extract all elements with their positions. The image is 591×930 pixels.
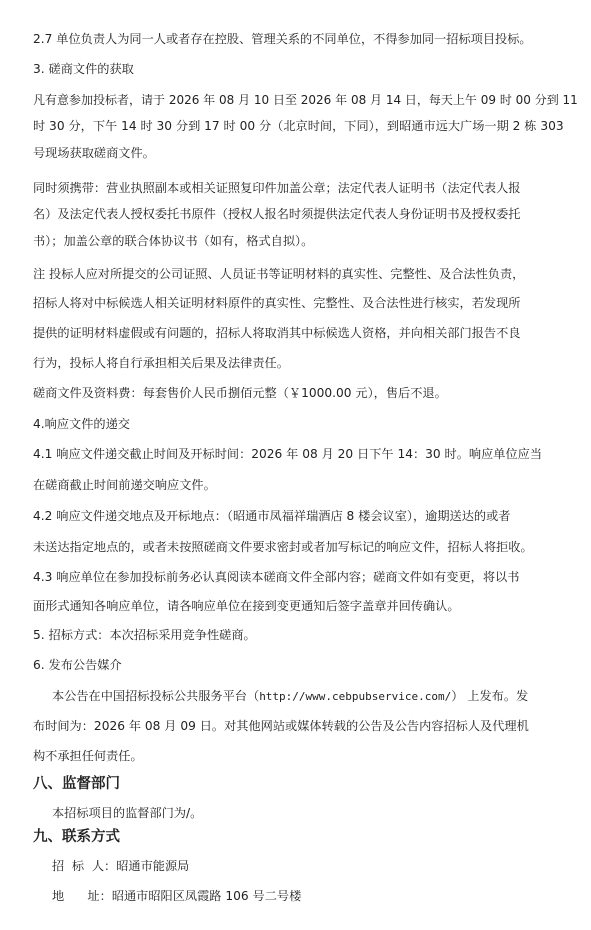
address-label: 地 址： [52, 889, 112, 903]
paragraph-line: 构不承担任何责任。 [33, 749, 143, 763]
tenderer-value: 昭通市能源局 [116, 859, 190, 873]
tenderer-row [52, 858, 189, 874]
paragraph-line: 面形式通知各响应单位，请各响应单位在接到变更通知后签字盖章并回传确认。 [33, 599, 460, 613]
media-notice-text: 本公告在中国招标投标公共服务平台（ [52, 689, 260, 703]
paragraph-line: 时 30 分，下午 14 时 30 分到 17 时 00 分（北京时间，下同），到昭通市远大广场一期 2 栋 303 [33, 119, 564, 133]
section-3-heading: 3. 磋商文件的获取 [33, 62, 134, 76]
paragraph-line: 招标人将对中标候选人相关证明材料原件的真实性、完整性、及合法性进行核实，若发现所 [33, 296, 521, 310]
fee-line: 磋商文件及资料费：每套售价人民币捌佰元整（￥1000.00 元），售后不退。 [33, 386, 447, 400]
paragraph-line: 布时间为：2026 年 08 月 09 日。对其他网站或媒体转载的公告及公告内容招标人及代理机 [33, 719, 529, 733]
paragraph-line: 号现场获取磋商文件。 [33, 146, 155, 160]
paragraph-line: 注 投标人应对所提交的公司证照、人员证书等证明材料的真实性、完整性、及合法性负责， [33, 267, 525, 281]
media-notice-text: ） 上发布。发 [451, 689, 529, 703]
section-9-heading: 九、联系方式 [33, 829, 120, 845]
paragraph-line: 书）；加盖公章的联合体协议书（如有，格式自拟）。 [33, 234, 314, 248]
section-4-heading: 4.响应文件的递交 [33, 417, 130, 431]
paragraph-line: 提供的证明材料虚假或有问题的，招标人将取消其中标候选人资格，并向相关部门报告不良 [33, 326, 521, 340]
clause-4-1: 4.1 响应文件递交截止时间及开标时间：2026 年 08 月 20 日下午 14：30 时。响应单位应当 [33, 447, 543, 461]
clause-4-2: 4.2 响应文件递交地点及开标地点：（昭通市凤福祥瑞酒店 8 楼会议室），逾期送达的或者 [33, 509, 511, 523]
paragraph-line: 同时须携带：营业执照副本或相关证照复印件加盖公章；法定代表人证明书（法定代表人报 [33, 181, 521, 195]
section-6-heading: 6. 发布公告媒介 [33, 658, 122, 672]
clause-4-3: 4.3 响应单位在参加投标前务必认真阅读本磋商文件全部内容；磋商文件如有变更，将以书 [33, 570, 520, 584]
paragraph-line: 在磋商截止时间前递交响应文件。 [33, 478, 216, 492]
paragraph-line: 行为，投标人将自行承担相关后果及法律责任。 [33, 356, 289, 370]
clause-2-7: 2.7 单位负责人为同一人或者存在控股、管理关系的不同单位，不得参加同一招标项目投标。 [33, 32, 532, 46]
media-notice-line [52, 688, 528, 705]
paragraph-line: 名）及法定代表人授权委托书原件（授权人报名时须提供法定代表人身份证明书及授权委托 [33, 207, 521, 221]
tenderer-label: 招 标 人： [52, 859, 117, 873]
paragraph-line: 凡有意参加投标者，请于 2026 年 08 月 10 日至 2026 年 08 月 14 日，每天上午 09 时 00 分到 11 [33, 93, 578, 107]
section-5: 5. 招标方式：本次招标采用竞争性磋商。 [33, 628, 256, 642]
section-8-heading: 八、监督部门 [33, 776, 120, 792]
address-value: 昭通市昭阳区凤霞路 106 号二号楼 [111, 889, 302, 903]
platform-url-link[interactable]: http://www.cebpubservice.com/ [259, 690, 452, 703]
paragraph-line: 未送达指定地点的，或者未按照磋商文件要求密封或者加写标记的响应文件，招标人将拒收。 [33, 540, 533, 554]
address-row [52, 888, 301, 904]
supervision-text: 本招标项目的监督部门为/。 [52, 806, 203, 820]
